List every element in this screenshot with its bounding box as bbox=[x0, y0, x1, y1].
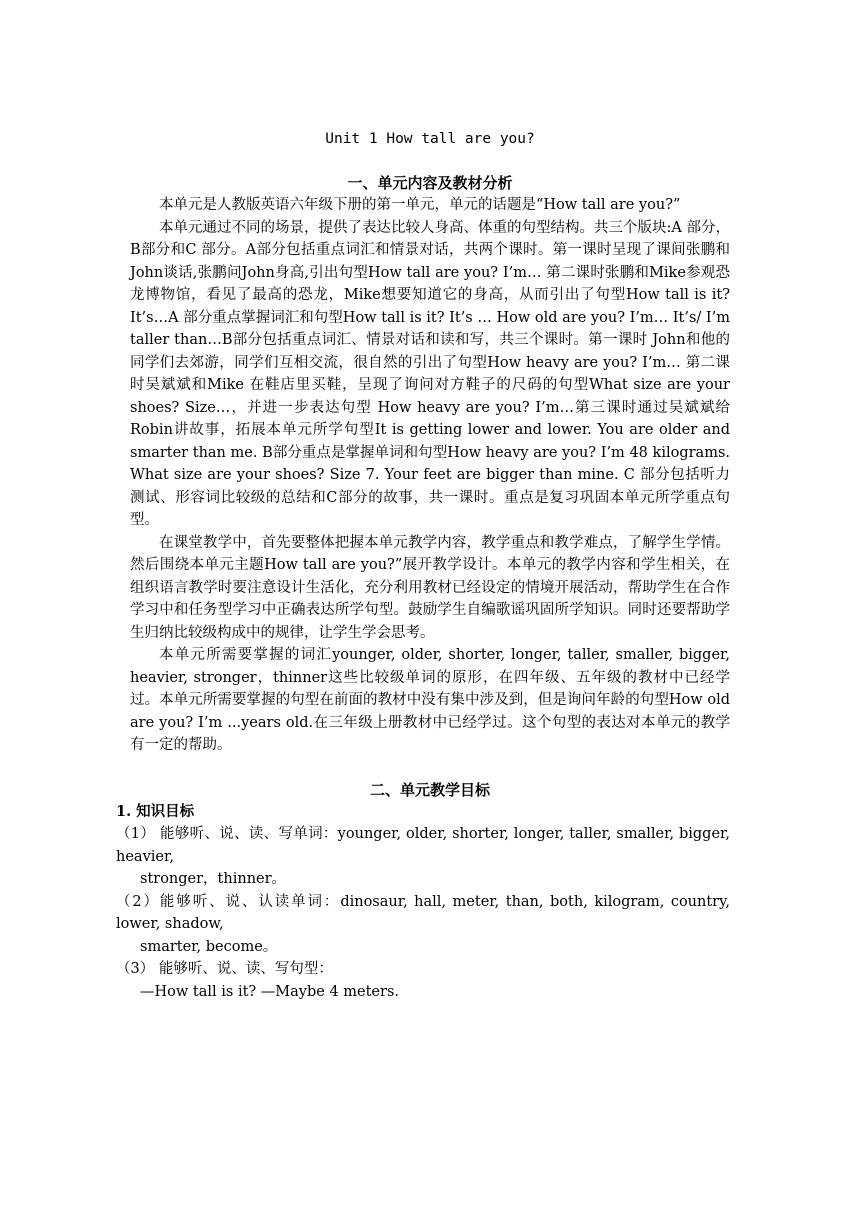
document-title: Unit 1 How tall are you? bbox=[325, 131, 535, 147]
objective-item-3-example: —How tall is it? —Maybe 4 meters. bbox=[140, 983, 399, 1000]
objective-item-2: （2）能够听、说、认读单词：dinosaur, hall, meter, than, both, kilogram, country, lower, shadow, bbox=[116, 893, 730, 932]
objective-item-1: （1） 能够听、说、读、写单词：younger, older, shorter, longer, taller, smaller, bigger, heavier, bbox=[116, 826, 730, 865]
section-heading-content-analysis: 一、单元内容及教材分析 bbox=[347, 174, 513, 192]
paragraph-vocabulary: 本单元所需要掌握的词汇younger, older, shorter, longer, taller, smaller, bigger, heavier, stronger，thinner这些比较级单词的原形，在四年级、五年级的教材中已经学过。本单元所需要掌握的句型在前面的教材中没有集中涉及到，但是询问年龄的句型How old are you? I’m ...years old.在三年级上册教材中已经学过。这个句型的表达对本单元的教学有一定的帮助。 bbox=[130, 647, 730, 753]
paragraph-structure: 本单元通过不同的场景，提供了表达比较人身高、体重的句型结构。共三个版块:A 部分，B部分和C 部分。A部分包括重点词汇和情景对话，共两个课时。第一课时呈现了课间张鹏和John谈话,张鹏问John身高,引出句型How tall are you? I’m… 第二课时张鹏和Mike参观恐龙博物馆，看见了最高的恐龙，Mike想要知道它的身高，从而引出了句型How tall is it? It’s…A 部分重点掌握词汇和句型How tall is it? It’s … How old are you? I’m… It’s/ I’m taller than…B部分包括重点词汇、情景对话和读和写，共三个课时。第一课时 John和他的同学们去郊游，同学们互相交流，很自然的引出了句型How heavy are you? I’m… 第二课时吴斌斌和Mike 在鞋店里买鞋，呈现了询问对方鞋子的尺码的句型What size are your shoes? Size…，并进一步表达句型 How heavy are you? I’m…第三课时通过吴斌斌给Robin讲故事，拓展本单元所学句型It is getting lower and lower. You are older and smarter than me. B部分重点是掌握单词和句型How heavy are you? I’m 48 kilograms. What size are your shoes? Size 7. Your feet are bigger than mine. C 部分包括听力测试、形容词比较级的总结和C部分的故事，共一课时。重点是复习巩固本单元所学重点句型。 bbox=[130, 219, 730, 528]
objective-item-1-continuation: stronger，thinner。 bbox=[140, 871, 287, 887]
objective-item-2-continuation: smarter, become。 bbox=[140, 938, 278, 955]
section-heading-objectives: 二、单元教学目标 bbox=[369, 780, 490, 799]
spacer bbox=[130, 757, 730, 779]
document-page bbox=[116, 128, 730, 1003]
subheading-knowledge-goals: 1. 知识目标 bbox=[116, 802, 195, 820]
paragraph-intro: 本单元是人教版英语六年级下册的第一单元，单元的话题是“How tall are you?” bbox=[159, 197, 681, 213]
paragraph-teaching: 在课堂教学中，首先要整体把握本单元教学内容，教学重点和教学难点，了解学生学情。然后围绕本单元主题How tall are you?”展开教学设计。本单元的教学内容和学生相关，在组织语言教学时要注意设计生活化，充分利用教材已经设定的情境开展活动，帮助学生在合作学习中和任务型学习中正确表达所学句型。鼓励学生自编歌谣巩固所学知识。同时还要帮助学生归纳比较级构成中的规律，让学生学会思考。 bbox=[130, 534, 730, 641]
objective-item-3: （3） 能够听、说、读、写句型： bbox=[116, 961, 333, 977]
